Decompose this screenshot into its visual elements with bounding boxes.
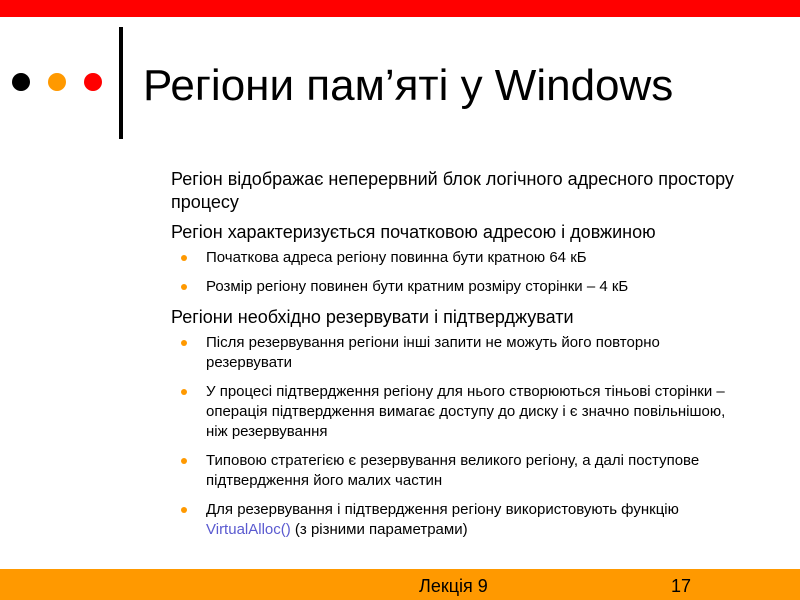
footer-lecture: Лекція 9 bbox=[419, 576, 488, 596]
sub-bullet-text-after: (з різними параметрами) bbox=[290, 521, 468, 538]
three-dots-decoration-icon bbox=[12, 73, 104, 93]
bullet-item bbox=[140, 168, 740, 214]
slide-title: Регіони пам’яті у Windows bbox=[143, 61, 674, 110]
sub-bullet-list bbox=[171, 248, 740, 297]
orange-bullet-icon bbox=[181, 255, 187, 261]
sub-bullet-item bbox=[171, 248, 740, 268]
orange-bullet-icon bbox=[181, 389, 187, 395]
bullet-item bbox=[140, 306, 740, 540]
sub-bullet-item bbox=[171, 277, 740, 297]
sub-bullet-item bbox=[171, 333, 740, 373]
sub-bullet-text: Розмір регіону повинен бути кратним розміру сторінки – 4 кБ bbox=[206, 278, 629, 295]
sub-bullet-item bbox=[171, 500, 740, 540]
orange-bullet-icon bbox=[181, 284, 187, 290]
bullet-text: Регіон відображає неперервний блок логічного адресного простору процесу bbox=[171, 169, 734, 212]
bullet-item bbox=[140, 221, 740, 297]
sub-bullet-item bbox=[171, 451, 740, 491]
orange-bullet-icon bbox=[181, 507, 187, 513]
black-dot-icon bbox=[12, 73, 30, 91]
sub-bullet-text: У процесі підтвердження регіону для нього створюються тіньові сторінки – операція підтвердження вимагає доступу до диску і є значно повільнішою, ніж резервування bbox=[206, 383, 726, 440]
sub-bullet-list bbox=[171, 333, 740, 540]
slide-content bbox=[140, 168, 740, 549]
bullet-text: Регіони необхідно резервувати і підтверджувати bbox=[171, 307, 574, 327]
orange-dot-icon bbox=[48, 73, 66, 91]
bullet-text: Регіон характеризується початковою адресою і довжиною bbox=[171, 222, 656, 242]
orange-bullet-icon bbox=[181, 340, 187, 346]
page-number: 17 bbox=[671, 576, 692, 596]
top-accent-bar bbox=[0, 0, 800, 17]
sub-bullet-text-before: Для резервування і підтвердження регіону використовують функцію bbox=[206, 501, 679, 518]
function-name: VirtualAlloc() bbox=[206, 521, 291, 538]
sub-bullet-item bbox=[171, 382, 740, 442]
sub-bullet-text: Після резервування регіони інші запити не можуть його повторно резервувати bbox=[206, 334, 660, 371]
sub-bullet-text: Типовою стратегією є резервування великого регіону, а далі поступове підтвердження його малих частин bbox=[206, 452, 700, 489]
orange-bullet-icon bbox=[181, 458, 187, 464]
sub-bullet-text: Початкова адреса регіону повинна бути кратною 64 кБ bbox=[206, 249, 587, 266]
title-vertical-rule bbox=[119, 27, 123, 139]
red-dot-icon bbox=[84, 73, 102, 91]
